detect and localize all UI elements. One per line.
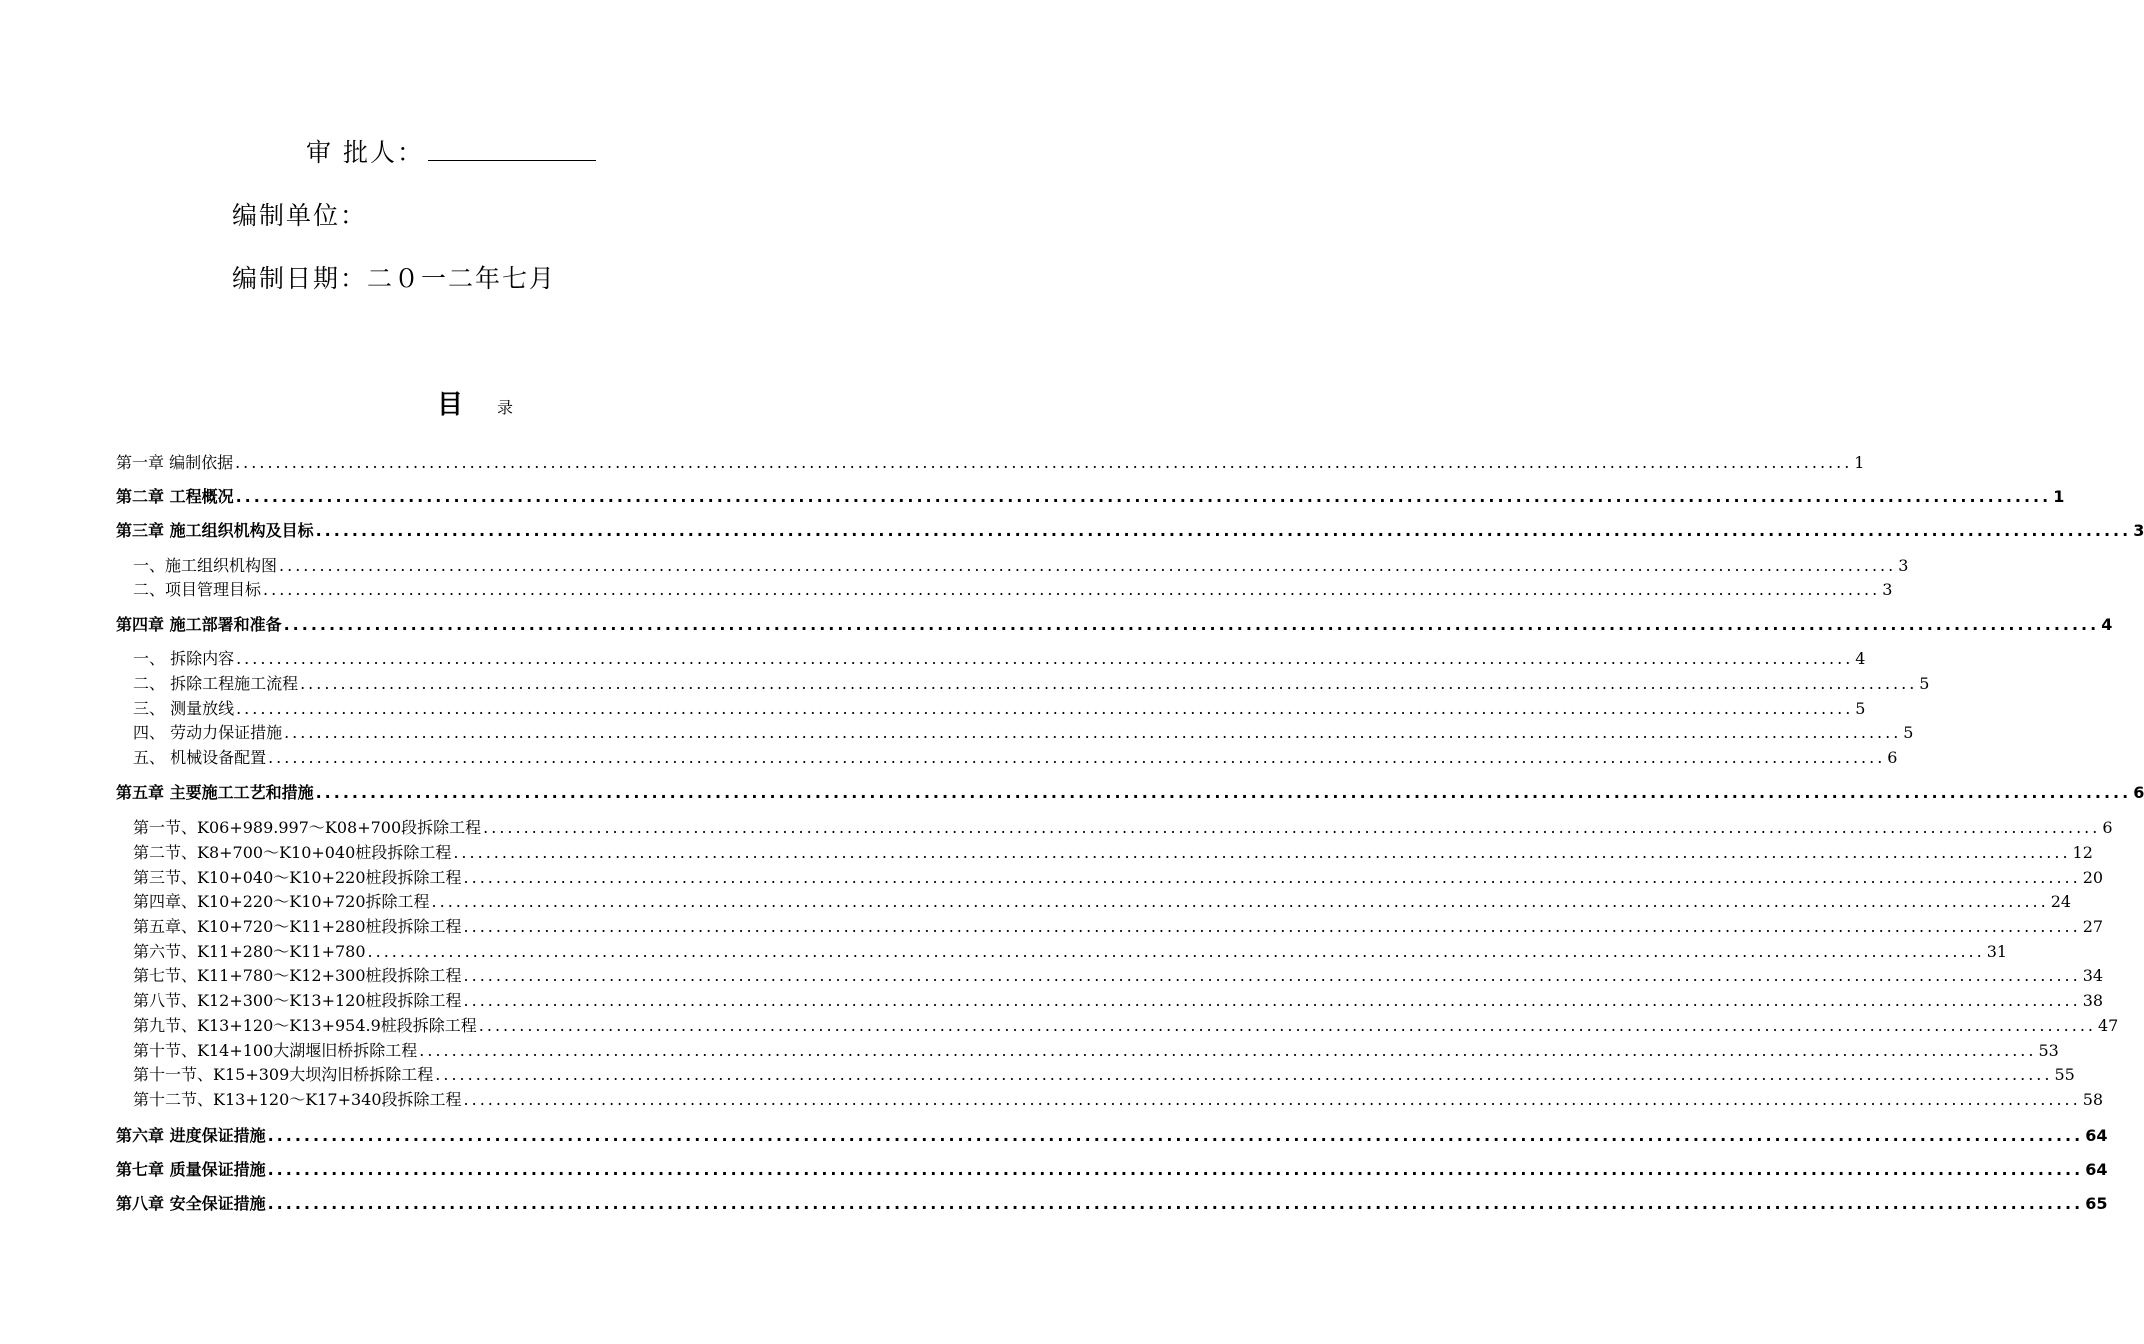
toc-leader-dots: ........................................................................................................................................................................................................	[235, 487, 2052, 506]
toc-entry	[133, 577, 1893, 600]
toc-leader-dots: ........................................................................................................................................................................................................	[279, 556, 1897, 575]
toc-entry-page: 12	[2072, 843, 2093, 862]
approver-label: 审 批人：	[306, 138, 424, 167]
toc-leader-dots: ........................................................................................................................................................................................................	[419, 1041, 2037, 1060]
toc-leader-dots: ........................................................................................................................................................................................................	[483, 818, 2101, 837]
toc-entry-page: 65	[2085, 1194, 2108, 1213]
toc-entry	[116, 518, 2144, 541]
toc-entry-page: 20	[2082, 868, 2104, 887]
toc-entry-page: 3	[1898, 556, 1909, 575]
approver-line	[306, 133, 596, 169]
toc-entry	[133, 646, 1866, 669]
toc-entry-page: 34	[2082, 966, 2104, 985]
toc-entry-label: 第七章 质量保证措施	[116, 1160, 266, 1179]
toc-entry-page: 53	[2038, 1041, 2059, 1060]
toc-entry-page: 1	[1854, 453, 1865, 472]
toc-entry	[133, 914, 2104, 937]
toc-entry-label: 第十节、K14+100大湖堰旧桥拆除工程	[133, 1041, 418, 1060]
toc-entry-label: 第五章 主要施工工艺和措施	[116, 783, 314, 802]
toc-entry-page: 64	[2085, 1126, 2108, 1145]
toc-entry-label: 二、 拆除工程施工流程	[133, 674, 299, 693]
toc-entry-label: 第二章 工程概况	[116, 487, 234, 506]
toc-entry-page: 5	[1903, 723, 1914, 742]
toc-entry	[116, 780, 2144, 803]
toc-entry-label: 第八章 安全保证措施	[116, 1194, 266, 1213]
toc-entry	[133, 939, 2008, 962]
toc-entry	[133, 889, 2072, 912]
toc-entry-label: 第五章、K10+720～K11+280桩段拆除工程	[133, 917, 462, 936]
toc-entry	[116, 484, 2065, 507]
toc-entry-page: 1	[2053, 487, 2065, 506]
toc-entry	[133, 1013, 2119, 1036]
toc-entry	[133, 1062, 2075, 1085]
toc-leader-dots: ........................................................................................................................................................................................................	[367, 942, 1985, 961]
toc-leader-dots: ........................................................................................................................................................................................................	[267, 1160, 2084, 1179]
toc-leader-dots: ........................................................................................................................................................................................................	[284, 723, 1902, 742]
toc-title	[0, 384, 950, 421]
toc-leader-dots: ........................................................................................................................................................................................................	[478, 1016, 2096, 1035]
toc-leader-dots: ........................................................................................................................................................................................................	[267, 1126, 2084, 1145]
toc-leader-dots: ........................................................................................................................................................................................................	[431, 892, 2049, 911]
toc-leader-dots: ........................................................................................................................................................................................................	[300, 674, 1918, 693]
toc-entry-label: 第四章 施工部署和准备	[116, 615, 282, 634]
toc-entry-page: 55	[2054, 1065, 2075, 1084]
toc-entry-page: 5	[1855, 699, 1866, 718]
toc-leader-dots: ........................................................................................................................................................................................................	[453, 843, 2071, 862]
toc-entry-page: 3	[2133, 521, 2144, 540]
toc-entry-page: 31	[1986, 942, 2008, 961]
date-value: 二０一二年七月	[367, 264, 557, 293]
toc-leader-dots: ........................................................................................................................................................................................................	[463, 1090, 2081, 1109]
toc-title-main: 目	[436, 390, 463, 420]
toc-entry	[133, 553, 1909, 576]
toc-entry	[133, 1087, 2104, 1110]
toc-entry-page: 3	[1882, 580, 1893, 599]
toc-entry-label: 一、 拆除内容	[133, 649, 235, 668]
toc-entry-page: 6	[2102, 818, 2113, 837]
toc-entry	[116, 1123, 2108, 1146]
toc-entry	[133, 720, 1914, 743]
toc-entry-page: 4	[1855, 649, 1866, 668]
toc-leader-dots: ........................................................................................................................................................................................................	[236, 699, 1854, 718]
toc-entry	[133, 963, 2104, 986]
toc-entry-label: 第一节、K06+989.997～K08+700段拆除工程	[133, 818, 482, 837]
toc-title-sub: 录	[497, 398, 514, 417]
unit-line	[232, 196, 367, 232]
toc-entry-page: 4	[2101, 615, 2113, 634]
toc-entry	[116, 450, 1865, 473]
toc-leader-dots: ........................................................................................................................................................................................................	[283, 615, 2100, 634]
toc-entry-label: 第一章 编制依据	[116, 453, 234, 472]
toc-entry-label: 第六节、K11+280～K11+780	[133, 942, 366, 961]
toc-entry	[133, 745, 1898, 768]
toc-entry	[116, 612, 2113, 635]
toc-entry-label: 二、项目管理目标	[133, 580, 262, 599]
toc-entry	[133, 696, 1866, 719]
toc-leader-dots: ........................................................................................................................................................................................................	[315, 521, 2132, 540]
toc-entry	[133, 815, 2113, 838]
toc-entry-label: 第三章 施工组织机构及目标	[116, 521, 314, 540]
toc-leader-dots: ........................................................................................................................................................................................................	[315, 783, 2132, 802]
toc-entry-label: 五、 机械设备配置	[133, 748, 267, 767]
toc-leader-dots: ........................................................................................................................................................................................................	[263, 580, 1881, 599]
toc-entry	[133, 988, 2104, 1011]
toc-leader-dots: ........................................................................................................................................................................................................	[236, 649, 1854, 668]
toc-entry-label: 第四章、K10+220～K10+720拆除工程	[133, 892, 430, 911]
toc-entry-page: 24	[2050, 892, 2072, 911]
toc-leader-dots: ........................................................................................................................................................................................................	[463, 991, 2081, 1010]
approver-signature-blank	[428, 136, 596, 161]
toc-leader-dots: ........................................................................................................................................................................................................	[435, 1065, 2053, 1084]
unit-label: 编制单位：	[232, 201, 368, 230]
toc-entry	[116, 1157, 2108, 1180]
toc-entry-page: 6	[2133, 783, 2144, 802]
toc-leader-dots: ........................................................................................................................................................................................................	[268, 748, 1886, 767]
toc-entry-page: 58	[2082, 1090, 2104, 1109]
toc-entry-label: 第九节、K13+120～K13+954.9桩段拆除工程	[133, 1016, 477, 1035]
toc-entry-label: 第八节、K12+300～K13+120桩段拆除工程	[133, 991, 462, 1010]
toc-entry-page: 47	[2097, 1016, 2119, 1035]
toc-entry-page: 64	[2085, 1160, 2108, 1179]
toc-entry	[133, 865, 2104, 888]
toc-leader-dots: ........................................................................................................................................................................................................	[267, 1194, 2084, 1213]
toc-entry-label: 第二节、K8+700～K10+040桩段拆除工程	[133, 843, 452, 862]
toc-entry-label: 第七节、K11+780～K12+300桩段拆除工程	[133, 966, 462, 985]
toc-entry-label: 一、施工组织机构图	[133, 556, 278, 575]
toc-leader-dots: ........................................................................................................................................................................................................	[463, 966, 2081, 985]
toc-entry	[116, 1191, 2108, 1214]
toc-entry-page: 27	[2082, 917, 2104, 936]
toc-entry	[133, 671, 1930, 694]
toc-entry-page: 38	[2082, 991, 2104, 1010]
toc-entry-page: 5	[1919, 674, 1930, 693]
toc-leader-dots: ........................................................................................................................................................................................................	[463, 917, 2081, 936]
toc-entry	[133, 840, 2093, 863]
toc-entry-label: 第十二节、K13+120～K17+340段拆除工程	[133, 1090, 462, 1109]
toc-leader-dots: ........................................................................................................................................................................................................	[463, 868, 2081, 887]
toc-leader-dots: ........................................................................................................................................................................................................	[235, 453, 1853, 472]
toc-entry-label: 第三节、K10+040～K10+220桩段拆除工程	[133, 868, 462, 887]
toc-entry-label: 四、 劳动力保证措施	[133, 723, 283, 742]
toc-entry-label: 第六章 进度保证措施	[116, 1126, 266, 1145]
toc-entry-label: 第十一节、K15+309大坝沟旧桥拆除工程	[133, 1065, 434, 1084]
date-label: 编制日期：	[232, 264, 368, 293]
toc-entry-label: 三、 测量放线	[133, 699, 235, 718]
date-line	[232, 259, 556, 295]
toc-entry	[133, 1038, 2059, 1061]
toc-entry-page: 6	[1887, 748, 1898, 767]
